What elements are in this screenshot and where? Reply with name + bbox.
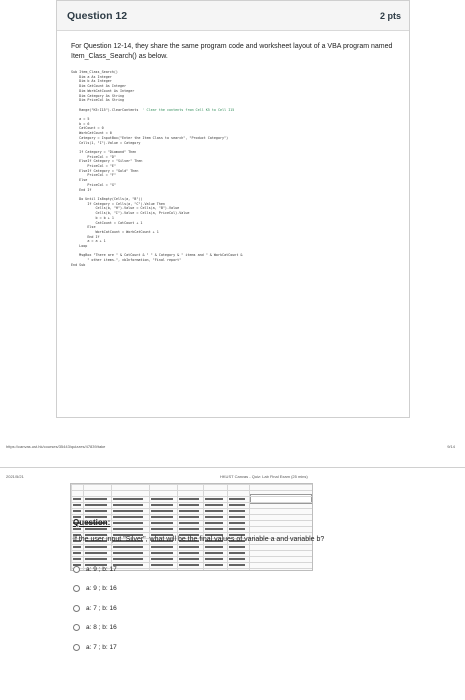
question-title: Question 12 (67, 9, 128, 22)
option-label: a: 7 ; b: 17 (86, 643, 117, 651)
answer-option[interactable] (73, 583, 117, 594)
sheet-cell (151, 516, 173, 518)
sheet-cell (113, 558, 143, 560)
code-line: End If (71, 234, 100, 239)
sheet-cell (205, 522, 223, 524)
code-line: Dim a As Integer (71, 74, 112, 79)
sheet-cell (205, 558, 223, 560)
sheet-row-line (71, 496, 312, 497)
sheet-cell (85, 510, 107, 512)
sheet-col-line (249, 484, 250, 570)
sheet-cell (205, 528, 223, 530)
sheet-cell (151, 552, 173, 554)
code-line: Dim PriceCol As String (71, 98, 125, 103)
sheet-cell (85, 546, 107, 548)
radio-button[interactable] (73, 585, 80, 592)
question-text: If the user input "Silver", what will be the final values of variable a and variable b? (73, 536, 325, 543)
sheet-cell (113, 498, 143, 500)
sheet-cell (113, 546, 143, 548)
sheet-cell (113, 528, 143, 530)
sheet-col-line (71, 484, 72, 570)
question-card (56, 0, 410, 418)
print-title: HKUST Canvas - Quiz: Lab Final Exam (25 mins) (220, 474, 308, 479)
sheet-cell (205, 552, 223, 554)
code-line: Else (71, 178, 88, 183)
code-line: b = 6 (71, 121, 90, 126)
radio-button[interactable] (73, 624, 80, 631)
sheet-cell (179, 558, 199, 560)
code-line: Loop (71, 244, 88, 249)
code-line: Category = InputBox("Enter the Item Class to search", "Product Category") (71, 135, 229, 140)
sheet-cell (179, 528, 199, 530)
sheet-col-line (149, 484, 150, 570)
radio-button[interactable] (73, 605, 80, 612)
question-intro: For Question 12-14, they share the same program code and worksheet layout of a VBA program named Item_Class_Search() as below. (71, 43, 393, 60)
question-points: 2 pts (379, 10, 401, 21)
code-line: " other items.", vbInformation, "Final report" (71, 258, 182, 263)
sheet-cell (73, 504, 81, 506)
answer-option[interactable] (73, 642, 117, 653)
sheet-row-line (71, 550, 312, 551)
option-label: a: 9 ; b: 16 (86, 585, 117, 593)
sheet-row-line (71, 514, 312, 515)
sheet-cell (229, 564, 245, 566)
page-footer (6, 444, 455, 449)
sheet-cell (113, 564, 143, 566)
code-line: MsgBox "There are " & CatCount & " " & Category & " items and " & WorkCatCount & (71, 253, 243, 258)
worksheet-image (70, 483, 313, 571)
sheet-cell (113, 552, 143, 554)
radio-button[interactable] (73, 644, 80, 651)
code-line: PriceCol = "E" (71, 164, 116, 169)
answer-option[interactable] (73, 603, 117, 614)
option-label: a: 8 ; b: 16 (86, 624, 117, 632)
answer-option[interactable] (73, 564, 117, 575)
code-line: Dim b As Integer (71, 79, 112, 84)
sheet-cell (73, 546, 81, 548)
sheet-cell (229, 552, 245, 554)
sheet-cell (179, 504, 199, 506)
sheet-cell (205, 498, 223, 500)
sheet-cell (229, 504, 245, 506)
code-line: Range("K5:I15").ClearContents ' Clear the contents from Cell K5 to Cell I15 (71, 107, 235, 112)
sheet-cell (151, 564, 173, 566)
code-line: Else (71, 225, 96, 230)
sheet-cell (73, 558, 81, 560)
sheet-cell (151, 498, 173, 500)
sheet-cell (179, 498, 199, 500)
sheet-cell (73, 498, 81, 500)
code-line: ElseIf Category = "Gold" Then (71, 168, 139, 173)
sheet-col-line (83, 484, 84, 570)
sheet-cell (151, 504, 173, 506)
page-number: 9/14 (447, 444, 455, 449)
sheet-cell (179, 546, 199, 548)
code-line: ElseIf Category = "Silver" Then (71, 159, 143, 164)
code-line: Dim CatCount As Integer (71, 84, 127, 89)
sheet-cell (229, 558, 245, 560)
sheet-cell (229, 522, 245, 524)
sheet-cell (85, 498, 107, 500)
sheet-cell (229, 546, 245, 548)
sheet-cell (73, 528, 81, 530)
option-label: a: 9 ; b: 17 (86, 566, 117, 573)
sheet-cell (205, 546, 223, 548)
code-line: Cells(1, "I").Value = Category (71, 140, 141, 145)
sheet-cell (229, 516, 245, 518)
code-line: Cells(b, "I").Value = Cells(a, PriceCol).Value (71, 211, 190, 216)
sheet-cell (179, 564, 199, 566)
page-header (6, 474, 455, 482)
sheet-cell (229, 510, 245, 512)
radio-button[interactable] (73, 566, 80, 573)
code-line: Cells(b, "H").Value = Cells(a, "B").Value (71, 206, 180, 211)
code-line: Dim WorkCatCount As Integer (71, 88, 135, 93)
sheet-cell (85, 528, 107, 530)
code-line: WorkCatCount = 0 (71, 131, 112, 136)
sheet-cell (151, 528, 173, 530)
print-date: 2021/5/21 (6, 474, 24, 479)
sheet-cell (229, 498, 245, 500)
sheet-cell (113, 504, 143, 506)
sheet-cell (179, 552, 199, 554)
code-line: Sub Item_Class_Search() (71, 70, 118, 74)
sheet-cell (229, 528, 245, 530)
sheet-row-line (71, 532, 312, 533)
option-label: a: 7 ; b: 16 (86, 604, 117, 612)
code-line: a = 5 (71, 117, 90, 122)
pdf-page-2 (0, 467, 465, 700)
vba-code-block (71, 70, 397, 268)
question-header (57, 1, 409, 31)
sheet-cell (85, 504, 107, 506)
sheet-cell (113, 510, 143, 512)
code-line: WorkCatCount = WorkCatCount + 1 (71, 229, 159, 234)
sheet-cell (179, 510, 199, 512)
sheet-col-line (177, 484, 178, 570)
question-label: Question: (73, 518, 111, 527)
sheet-cell (85, 558, 107, 560)
sheet-cell (151, 546, 173, 548)
sheet-cell (151, 510, 173, 512)
sheet-cell (205, 510, 223, 512)
sheet-cell (113, 516, 143, 518)
sheet-cell (179, 522, 199, 524)
sheet-cell (85, 552, 107, 554)
sheet-row-line (71, 556, 312, 557)
answer-options (73, 564, 117, 661)
code-line: CatCount = 0 (71, 126, 104, 131)
sheet-col-line (227, 484, 228, 570)
code-line: End Sub (71, 262, 86, 267)
page-url: https://canvas.ust.hk/courses/35443/quizzes/47839/take (6, 444, 106, 449)
sheet-row-line (71, 490, 312, 491)
code-line: If Category = "Diamond" Then (71, 149, 137, 154)
sheet-row-line (71, 502, 312, 503)
code-line: Do Until IsEmpty(Cells(a, "B")) (71, 196, 143, 201)
sheet-cell (205, 564, 223, 566)
code-line: PriceCol = "G" (71, 182, 116, 187)
code-line: Dim Category As String (71, 93, 125, 98)
sheet-row-line (71, 562, 312, 563)
sheet-cell (151, 558, 173, 560)
code-line: PriceCol = "F" (71, 173, 116, 178)
sheet-cell (205, 516, 223, 518)
sheet-cell (73, 552, 81, 554)
sheet-cell (113, 522, 143, 524)
sheet-col-line (203, 484, 204, 570)
code-line: End If (71, 187, 92, 192)
sheet-cell (73, 510, 81, 512)
sheet-col-line (111, 484, 112, 570)
code-line: PriceCol = "D" (71, 154, 116, 159)
code-line: CatCount = CatCount + 1 (71, 220, 143, 225)
sheet-cell (151, 522, 173, 524)
sheet-row-line (71, 508, 312, 509)
sheet-cell (179, 516, 199, 518)
answer-option[interactable] (73, 622, 117, 633)
code-line: a = a + 1 (71, 239, 106, 244)
sheet-row-line (71, 544, 312, 545)
code-line: If Category = Cells(a, "C").Value Then (71, 201, 165, 206)
sheet-row-line (71, 484, 312, 485)
code-line: b = b + 1 (71, 215, 114, 220)
sheet-cell (205, 504, 223, 506)
